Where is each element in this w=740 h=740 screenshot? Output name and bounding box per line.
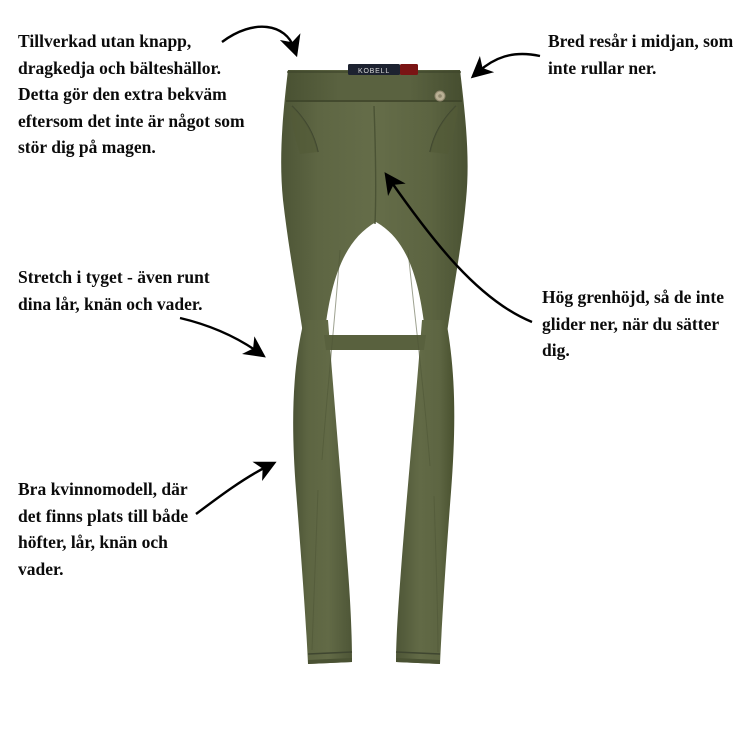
svg-text:KOBELL: KOBELL [357,68,391,75]
annotation-high-crotch: Hög grenhöjd, så de inte glider ner, när du sätter dig. [542,287,724,361]
annotation-stretch-fabric: Stretch i tyget - även runt dina lår, knän och vader. [18,267,210,314]
annotation-womens-fit: Bra kvinnomodell, där det finns plats till både höfter, lår, knän och vader. [18,479,189,579]
trouser-body [281,70,467,664]
annotation-wide-waistband: Bred resår i midjan, som inte rullar ner. [548,31,734,78]
annotation-no-button-zip-beltloops: Tillverkad utan knapp, dragkedja och bälteshällor. Detta gör den extra bekväm eftersom det inte är något som stör dig på magen. [18,31,245,158]
brand-label [348,64,418,75]
product-illustration [248,50,500,680]
arrow-to-thigh [180,318,258,352]
